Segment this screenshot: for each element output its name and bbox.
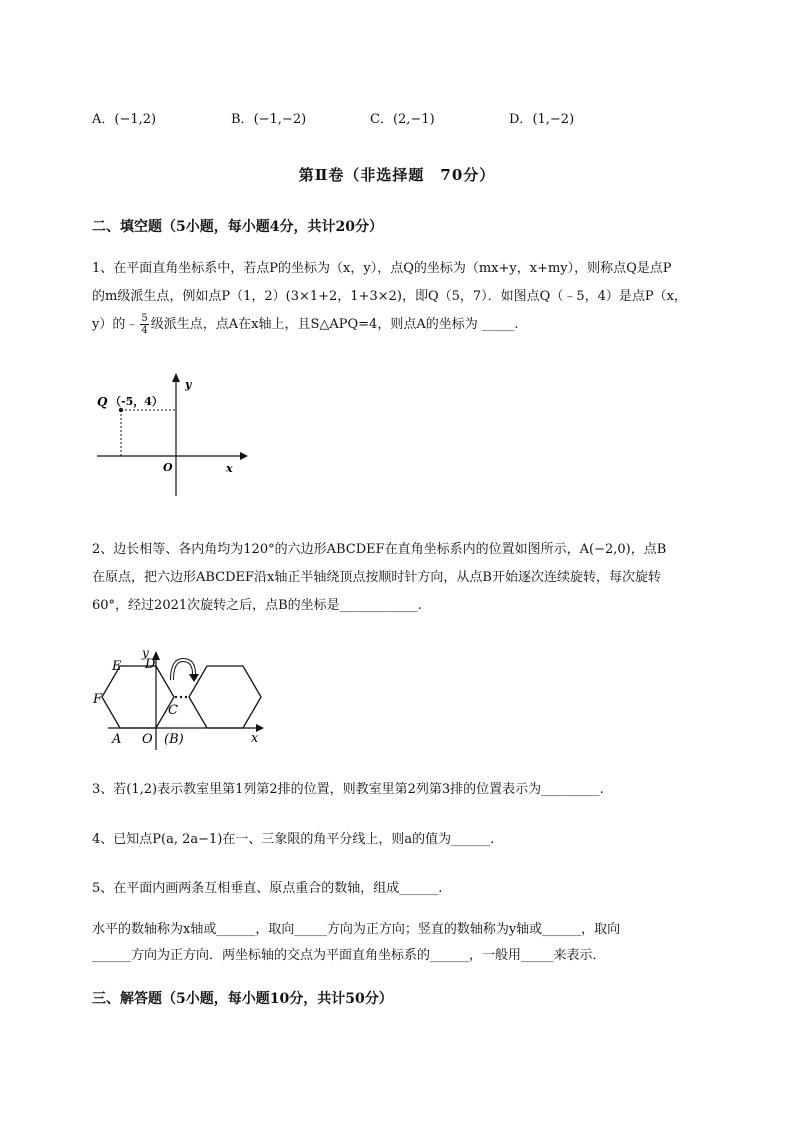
vertex-c-label: C — [168, 703, 178, 718]
question-2-line2: 在原点，把六边形ABCDEF沿x轴正半轴绕顶点按顺时针方向，从点B开始逐次连续旋转，每次旋转 — [92, 570, 661, 585]
point-q — [119, 408, 123, 412]
dot-3 — [185, 696, 187, 698]
section3-header: 三、解答题（5小题，每小题10分，共计50分） — [92, 991, 393, 1007]
choice-d-value: (1,−2) — [532, 112, 575, 127]
choice-d — [509, 108, 574, 127]
question-1-line1: 1、在平面直角坐标系中，若点P的坐标为（x，y），点Q的坐标为（mx+y，x+my），则称点Q是点P — [92, 261, 672, 276]
point-q-coords: （-5，4） — [110, 395, 163, 408]
vertex-a-label: A — [112, 732, 122, 747]
choice-c-letter: C． — [370, 112, 393, 127]
choice-c-value: (2,−1) — [392, 112, 435, 127]
part-title: 第Ⅱ卷（非选择题 70分） — [298, 166, 496, 184]
x-axis-label: x — [226, 462, 233, 475]
y-axis-label: y — [185, 378, 192, 391]
question-1-line2: 的m级派生点，例如点P（1，2）(3×1+2，1+3×2)，即Q（5，7）．如图点Q（﹣5，4）是点P（x， — [92, 289, 687, 304]
fraction-numerator: 5 — [141, 313, 148, 324]
question-5-line2: 水平的数轴称为x轴或______，取向_____方向为正方向；竖直的数轴称为y轴或______，取向 — [92, 922, 621, 937]
origin-label: O — [142, 732, 153, 747]
choice-a-value: (−1,2) — [114, 112, 157, 127]
choice-b — [231, 108, 306, 127]
question-5-line1: 5、在平面内画两条互相垂直、原点重合的数轴，组成______. — [92, 881, 443, 896]
point-q-label: Q — [97, 395, 108, 409]
question-1 — [92, 255, 737, 339]
x-axis-arrow — [240, 452, 248, 460]
choice-a-letter: A． — [92, 112, 115, 127]
section2-header: 二、填空题（5小题，每小题4分，共计20分） — [92, 219, 383, 235]
fraction — [140, 313, 148, 336]
dot-1 — [175, 696, 177, 698]
figure-1-coordinate-plot — [92, 370, 252, 500]
origin-label: O — [163, 461, 173, 474]
x-axis-label: x — [251, 731, 259, 746]
choice-d-letter: D． — [509, 112, 533, 127]
question-2-line1: 2、边长相等、各内角均为120°的六边形ABCDEF在直角坐标系内的位置如图所示，A(−2,0)，点B — [92, 542, 667, 557]
figure-2-hexagon-plot — [88, 640, 273, 752]
question-1-line3-b: 级派生点，点A在x轴上，且S△APQ=4，则点A的坐标为 _____. — [150, 317, 519, 332]
hexagon-abcdef — [102, 666, 174, 728]
question-2 — [92, 536, 737, 620]
rotation-arc-inner — [172, 660, 194, 680]
choice-c — [370, 108, 435, 127]
fraction-denominator: 4 — [141, 325, 148, 336]
y-axis-label: y — [142, 646, 149, 660]
choice-b-value: (−1,−2) — [253, 112, 307, 127]
choice-b-letter: B． — [231, 112, 254, 127]
y-axis-arrow — [172, 373, 180, 382]
hexagon-rotated — [189, 666, 261, 728]
vertex-e-label: E — [112, 659, 122, 674]
vertex-d-label: D — [145, 657, 156, 672]
question-2-line3: 60°，经过2021次旋转之后，点B的坐标是____________. — [92, 598, 422, 613]
dot-2 — [180, 696, 182, 698]
question-1-line3-a: y）的﹣ — [92, 317, 139, 332]
choice-a — [92, 108, 156, 127]
rotation-arrowhead-icon — [189, 674, 199, 682]
question-4: 4、已知点P(a, 2a−1)在一、三象限的角平分线上，则a的值为______. — [92, 832, 495, 847]
question-1-line3 — [92, 311, 737, 339]
question-5-line3: ______方向为正方向．两坐标轴的交点为平面直角坐标系的______，一般用_____来表示． — [92, 948, 606, 963]
question-3: 3、若(1,2)表示教室里第1列第2排的位置，则教室里第2列第3排的位置表示为_________. — [92, 782, 604, 797]
vertex-f-label: F — [93, 692, 103, 707]
vertex-b-label: (B) — [164, 732, 184, 747]
